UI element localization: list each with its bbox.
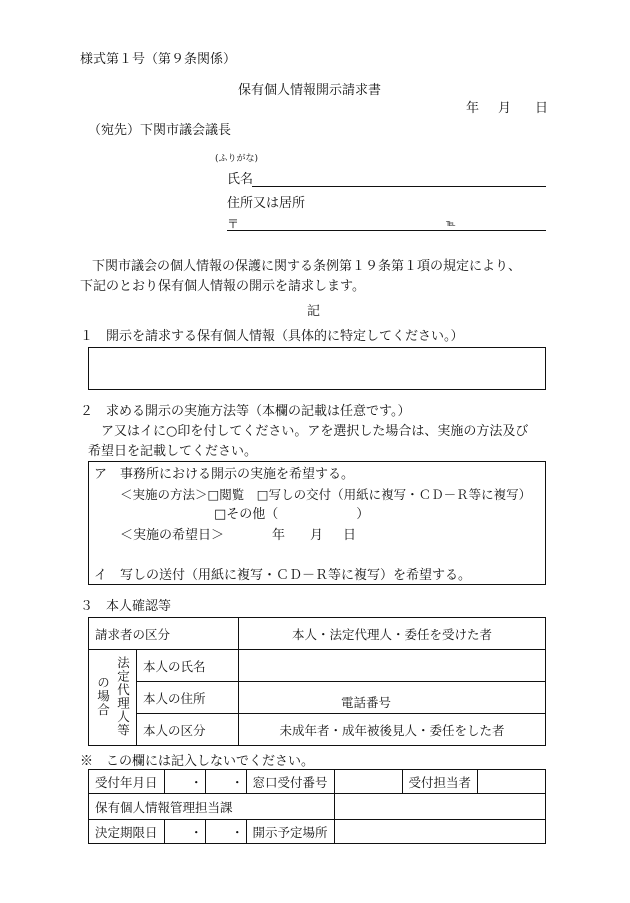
postal-mark: 〒 xyxy=(227,217,240,231)
intro-line-1: 下関市議会の個人情報の保護に関する条例第１９条第１項の規定により、 xyxy=(92,259,522,274)
deadline-dot-2: ・ xyxy=(205,820,246,844)
counter-number-label: 窓口受付番号 xyxy=(246,770,334,794)
disclosure-place-value xyxy=(334,820,545,844)
disclosure-place-label: 開示予定場所 xyxy=(246,820,334,844)
identity-table xyxy=(88,617,546,746)
table-row xyxy=(89,770,546,794)
section3-heading: ３ 本人確認等 xyxy=(80,599,172,614)
desired-date-label: ＜実施の希望日＞ xyxy=(120,528,225,543)
principal-address-label: 本人の住所 xyxy=(137,682,239,714)
office-use-note: ※ この欄には記入しないでください。 xyxy=(80,754,315,769)
addressee: （宛先）下関市議会議長 xyxy=(88,123,232,138)
category-value[interactable]: 本人・法定代理人・委任を受けた者 xyxy=(239,618,546,650)
date-month-label: 月 xyxy=(498,101,512,116)
deadline-dot-1: ・ xyxy=(164,820,205,844)
desired-date-year[interactable]: 年 xyxy=(272,528,286,543)
managing-section-value xyxy=(334,794,545,820)
table-row xyxy=(89,682,546,714)
principal-category-value[interactable]: 未成年者・成年被後見人・委任をした者 xyxy=(239,714,546,746)
section2-instruction-2: 希望日を記載してください。 xyxy=(88,444,258,459)
tel-mark: ℡ xyxy=(446,219,456,229)
received-date-dot-2: ・ xyxy=(205,770,246,794)
office-use-table xyxy=(88,769,546,844)
method-options[interactable]: ＜実施の方法＞□閲覧 □写しの交付（用紙に複写・ＣＤ－Ｒ等に複写） xyxy=(120,487,532,502)
agent-group-sub: の場合 xyxy=(95,676,111,717)
managing-section-label: 保有個人情報管理担当課 xyxy=(89,794,335,820)
section1-heading: １ 開示を請求する保有個人情報（具体的に特定してください。） xyxy=(80,329,464,344)
name-label: 氏名 xyxy=(227,172,254,187)
furigana-label: (ふりがな) xyxy=(215,154,259,164)
table-row xyxy=(89,820,546,844)
ki-label: 記 xyxy=(307,304,321,319)
date-year-label: 年 xyxy=(466,101,480,116)
address-field[interactable] xyxy=(227,230,546,231)
desired-date-day[interactable]: 日 xyxy=(343,528,357,543)
form-number: 様式第１号（第９条関係） xyxy=(80,52,237,67)
principal-address-field[interactable] xyxy=(239,682,546,714)
intro-line-2: 下記のとおり保有個人情報の開示を請求します。 xyxy=(80,279,365,294)
section2-heading: ２ 求める開示の実施方法等（本欄の記載は任意です。） xyxy=(80,404,411,419)
deadline-label: 決定期限日 xyxy=(89,820,165,844)
form-title: 保有個人情報開示請求書 xyxy=(238,83,382,98)
date-day-label: 日 xyxy=(535,101,549,116)
receiver-label: 受付担当者 xyxy=(402,770,478,794)
address-label: 住所又は居所 xyxy=(227,196,306,211)
counter-number-value xyxy=(334,770,402,794)
requested-info-field[interactable] xyxy=(88,347,546,390)
table-row xyxy=(89,650,546,682)
agent-group-label: 法定代理人等 xyxy=(115,656,131,737)
option-i[interactable]: イ 写しの送付（用紙に複写・ＣＤ－Ｒ等に複写）を希望する。 xyxy=(94,568,472,583)
agent-group-cell xyxy=(89,650,137,746)
table-row xyxy=(89,618,546,650)
principal-category-label: 本人の区分 xyxy=(137,714,239,746)
method-other[interactable]: □その他（ ） xyxy=(214,507,370,522)
received-date-label: 受付年月日 xyxy=(89,770,165,794)
option-a[interactable]: ア 事務所における開示の実施を希望する。 xyxy=(94,467,355,482)
desired-date-month[interactable]: 月 xyxy=(310,528,324,543)
section2-instruction-1: ア又はイに○印を付してください。アを選択した場合は、実施の方法及び xyxy=(101,424,529,439)
receiver-value xyxy=(478,770,546,794)
category-label: 請求者の区分 xyxy=(89,618,239,650)
principal-name-field[interactable] xyxy=(239,650,546,682)
received-date-dot-1: ・ xyxy=(164,770,205,794)
phone-label: 電話番号 xyxy=(341,695,392,710)
name-field[interactable] xyxy=(252,186,546,187)
principal-name-label: 本人の氏名 xyxy=(137,650,239,682)
table-row xyxy=(89,714,546,746)
table-row xyxy=(89,794,546,820)
